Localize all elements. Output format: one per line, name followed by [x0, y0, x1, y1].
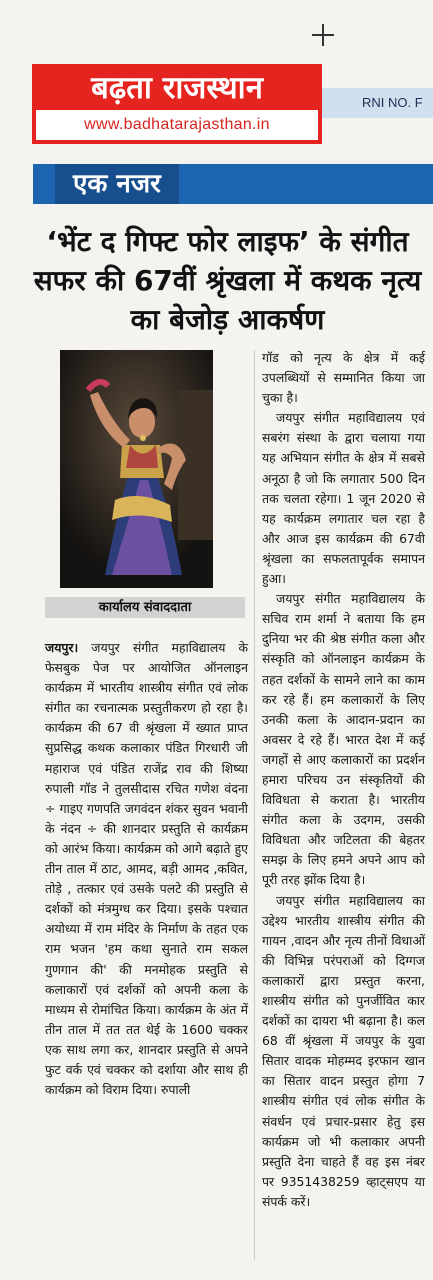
left-body-text: जयपुर संगीत महाविद्यालय के फेसबुक पेज पर आयोजित ऑनलाइन कार्यक्रम में भारतीय शास्त्रीय संगीत एवं लोक संगीत का रचनात्मक प्रस्तुतीकरण हो रहा है। कार्यक्रम की 67 वी श्रृंखला में ख्यात प्राप्त सुप्रसिद्ध कथक कलाकार पंडित गिरधारी जी महाराज एवं पंडित राजेंद्र राव की शिष्या रुपाली गॉड ने तुलसीदास रचित गणेश वंदना ÷ गाइए गणपति जगवंदन शंकर सुवन भवानी के नंदन ÷ की शानदार प्रस्तुति से कार्यक्रम को आरंभ किया। कार्यक्रम को आगे बढ़ाते हुए तीन ताल में ठाट, आमद, बड़ी आमद ,कवित, तोड़े , तत्कार एवं उसके पलटे की प्रस्तुति से दर्शकों को मंत्रमुग्ध कर दिया। इसके पश्चात अयोध्या में राम मंदिर के निर्माण के तहत एक राम भजन 'हम कथा सुनाते राम सकल गुणगान की' की मनमोहक प्रस्तुति से कलाकारों एवं दर्शकों को अपनी कला के माध्यम से रोमांचित किया। कार्यक्रम के अंत में तीन ताल में तत तत थेई के 1600 चक्कर एक साथ लगा कर, शानदार प्रस्तुति से अपने फुट वर्क एवं चक्कर को दर्शाया और साथ ही कार्यक्रम को विराम दिया। रुपाली: [45, 640, 248, 1098]
article-paragraph: [45, 638, 248, 1100]
right-paragraph-2: जयपुर संगीत महाविद्यालय एवं सबरंग संस्था के द्वारा चलाया गया यह अभियान संगीत के क्षेत्र में सबसे अनूठा है जो कि लगातार 500 दिन तक चलता रहेगा। 1 जून 2020 से यह कार्यक्रम लगातार चल रहा है और आज इस कार्यक्रम की 67वी श्रृंखला का सफलतापूर्वक समापन हुआ।: [262, 410, 425, 587]
dancer-illustration: [60, 350, 213, 588]
byline: कार्यालय संवाददाता: [98, 600, 192, 615]
article-left-column: [45, 638, 248, 1100]
dateline: जयपुर।: [45, 640, 79, 655]
rni-number: RNI NO. F: [322, 88, 433, 118]
column-divider: [254, 350, 255, 1260]
masthead: [32, 64, 322, 144]
kathak-dancer-photo: [60, 350, 213, 588]
masthead-url: www.badhatarajasthan.in: [36, 110, 318, 140]
article-right-column: [262, 348, 425, 1212]
section-label: एक नजर: [55, 164, 179, 204]
right-paragraph-4: जयपुर संगीत महाविद्यालय का उद्देश्य भारतीय शास्त्रीय संगीत की गायन ,वादन और नृत्य तीनों विधाओं की विभिन्न परंपराओं को दिग्गज कलाकारों द्वारा प्रस्तुत करना, शास्त्रीय संगीत को पुनर्जीवित कार दर्शकों का दायरा भी बढ़ाना है। कल 68 वीं श्रृंखला में जयपुर के युवा सितार वादक मोहम्मद इरफान खान का सितार वादन प्रस्तुत होगा 7 शास्त्रीय संगीत एवं लोक संगीत के संवर्धन एवं प्रचार-प्रसार हेतु इस कार्यक्रम जो भी कलाकार अपनी प्रस्तुति देना चाहते हैं वह इस नंबर पर 9351438259 व्हाट्सएप या संपर्क करें।: [262, 892, 425, 1209]
right-paragraph-3: जयपुर संगीत महाविद्यालय के सचिव राम शर्मा ने बताया कि हम दुनिया भर की श्रेष्ठ संगीत कला और संस्कृति को ऑनलाइन कार्यक्रम के तहत दर्शकों के सामने लाने का काम कर रहे हैं। हम कलाकारों के लिए उनकी कला के आदान-प्रदान का अवसर दे रहे हैं। भारत देश में कई जगहों से आए कलाकारों का प्रदर्शन हमारा परिचय उन संस्कृतियों की विविधता से कराता है। भारतीय संगीत कला के उदगम, उसकी विविधता और जटिलता की बेहतर समझ के लिए हमने अपने आप को पूरी तरह झोंक दिया है।: [262, 591, 425, 888]
right-paragraph-1: गॉड को नृत्य के क्षेत्र में कई उपलब्धियों से सम्मानित किया जा चुका है।: [262, 350, 425, 406]
headline: ‘भेंट द गिफ्ट फोर लाइफ’ के संगीत सफर की 67वीं श्रृंखला में कथक नृत्य का बेजोड़ आकर्षण: [33, 225, 422, 336]
byline-bar: [45, 597, 245, 618]
section-bar: [33, 164, 433, 204]
masthead-title: बढ़ता राजस्थान: [91, 70, 263, 106]
registration-mark-icon: [312, 24, 334, 46]
